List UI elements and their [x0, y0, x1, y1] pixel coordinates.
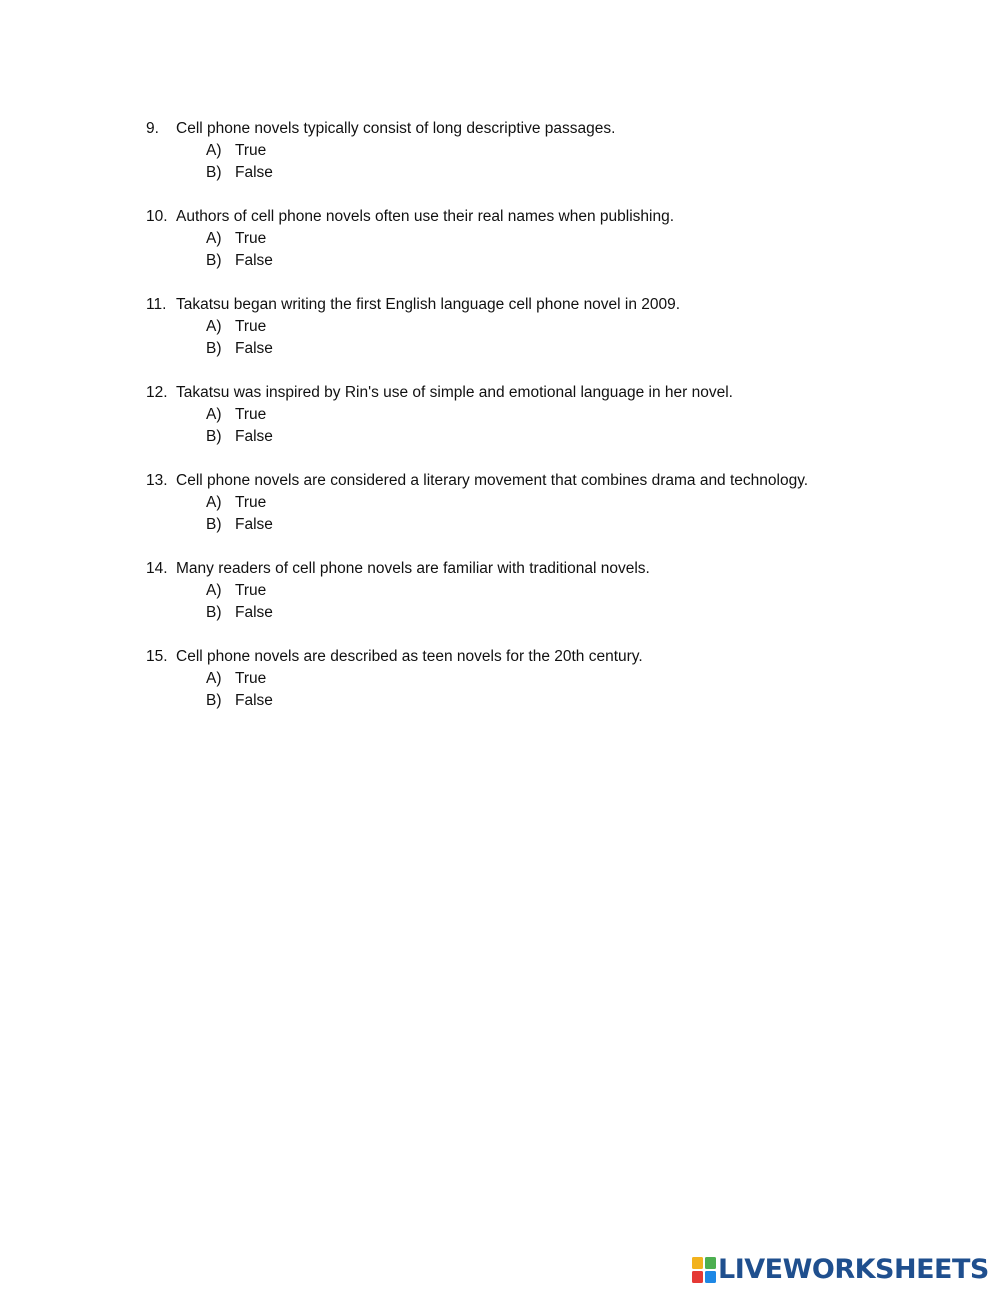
- option-list: [146, 228, 966, 272]
- option-text: False: [235, 428, 273, 445]
- question-line: [146, 118, 966, 140]
- option-false[interactable]: [146, 162, 966, 184]
- option-list: [146, 580, 966, 624]
- question-number: 11.: [146, 296, 167, 313]
- option-text: True: [235, 494, 267, 511]
- logo-tile-v: [692, 1271, 703, 1283]
- option-text: False: [235, 252, 273, 269]
- option-list: [146, 404, 966, 448]
- logo-tile-i: [705, 1257, 716, 1269]
- question-text: Cell phone novels typically consist of long descriptive passages.: [176, 120, 616, 137]
- option-text: True: [235, 318, 267, 335]
- option-letter: B): [206, 428, 222, 445]
- option-text: True: [235, 142, 267, 159]
- option-letter: B): [206, 340, 222, 357]
- logo-wordmark: LIVEWORKSHEETS: [718, 1254, 989, 1285]
- liveworksheets-logo-icon: [692, 1257, 716, 1283]
- option-true[interactable]: [146, 404, 966, 426]
- question-item: [146, 294, 966, 360]
- option-letter: B): [206, 692, 222, 709]
- option-true[interactable]: [146, 228, 966, 250]
- option-true[interactable]: [146, 492, 966, 514]
- question-item: [146, 646, 966, 712]
- question-text: Takatsu was inspired by Rin's use of simple and emotional language in her novel.: [176, 384, 733, 401]
- option-false[interactable]: [146, 250, 966, 272]
- option-false[interactable]: [146, 690, 966, 712]
- question-number: 13.: [146, 472, 168, 489]
- option-letter: B): [206, 252, 222, 269]
- option-false[interactable]: [146, 338, 966, 360]
- logo-tile-l: [692, 1257, 703, 1269]
- question-item: [146, 118, 966, 184]
- option-letter: A): [206, 494, 222, 511]
- question-number: 12.: [146, 384, 168, 401]
- option-text: False: [235, 692, 273, 709]
- question-text: Cell phone novels are described as teen novels for the 20th century.: [176, 648, 643, 665]
- option-true[interactable]: [146, 668, 966, 690]
- option-letter: A): [206, 318, 222, 335]
- question-line: [146, 558, 966, 580]
- question-number: 14.: [146, 560, 168, 577]
- option-text: True: [235, 670, 267, 687]
- question-list: [146, 118, 966, 734]
- option-text: False: [235, 516, 273, 533]
- option-letter: A): [206, 406, 222, 423]
- option-letter: B): [206, 164, 222, 181]
- question-line: [146, 206, 966, 228]
- option-list: [146, 668, 966, 712]
- option-true[interactable]: [146, 316, 966, 338]
- option-text: True: [235, 230, 267, 247]
- question-line: [146, 382, 966, 404]
- option-text: True: [235, 582, 267, 599]
- liveworksheets-logo[interactable]: [692, 1255, 989, 1285]
- option-letter: B): [206, 516, 222, 533]
- option-false[interactable]: [146, 426, 966, 448]
- question-number: 9.: [146, 120, 159, 137]
- question-text: Many readers of cell phone novels are familiar with traditional novels.: [176, 560, 650, 577]
- option-true[interactable]: [146, 580, 966, 602]
- option-letter: A): [206, 142, 222, 159]
- question-item: [146, 470, 966, 536]
- option-text: False: [235, 340, 273, 357]
- question-item: [146, 558, 966, 624]
- question-text: Cell phone novels are considered a literary movement that combines drama and technology.: [176, 472, 809, 489]
- question-text: Authors of cell phone novels often use their real names when publishing.: [176, 208, 675, 225]
- option-text: False: [235, 164, 273, 181]
- option-letter: A): [206, 230, 222, 247]
- question-line: [146, 294, 966, 316]
- option-true[interactable]: [146, 140, 966, 162]
- option-letter: B): [206, 604, 222, 621]
- option-list: [146, 140, 966, 184]
- question-item: [146, 206, 966, 272]
- option-text: False: [235, 604, 273, 621]
- option-list: [146, 492, 966, 536]
- option-false[interactable]: [146, 602, 966, 624]
- question-number: 10.: [146, 208, 168, 225]
- option-letter: A): [206, 582, 222, 599]
- option-list: [146, 316, 966, 360]
- option-text: True: [235, 406, 267, 423]
- question-number: 15.: [146, 648, 168, 665]
- logo-tile-e: [705, 1271, 716, 1283]
- question-line: [146, 646, 966, 668]
- question-line: [146, 470, 966, 492]
- option-false[interactable]: [146, 514, 966, 536]
- question-item: [146, 382, 966, 448]
- question-text: Takatsu began writing the first English language cell phone novel in 2009.: [176, 296, 681, 313]
- option-letter: A): [206, 670, 222, 687]
